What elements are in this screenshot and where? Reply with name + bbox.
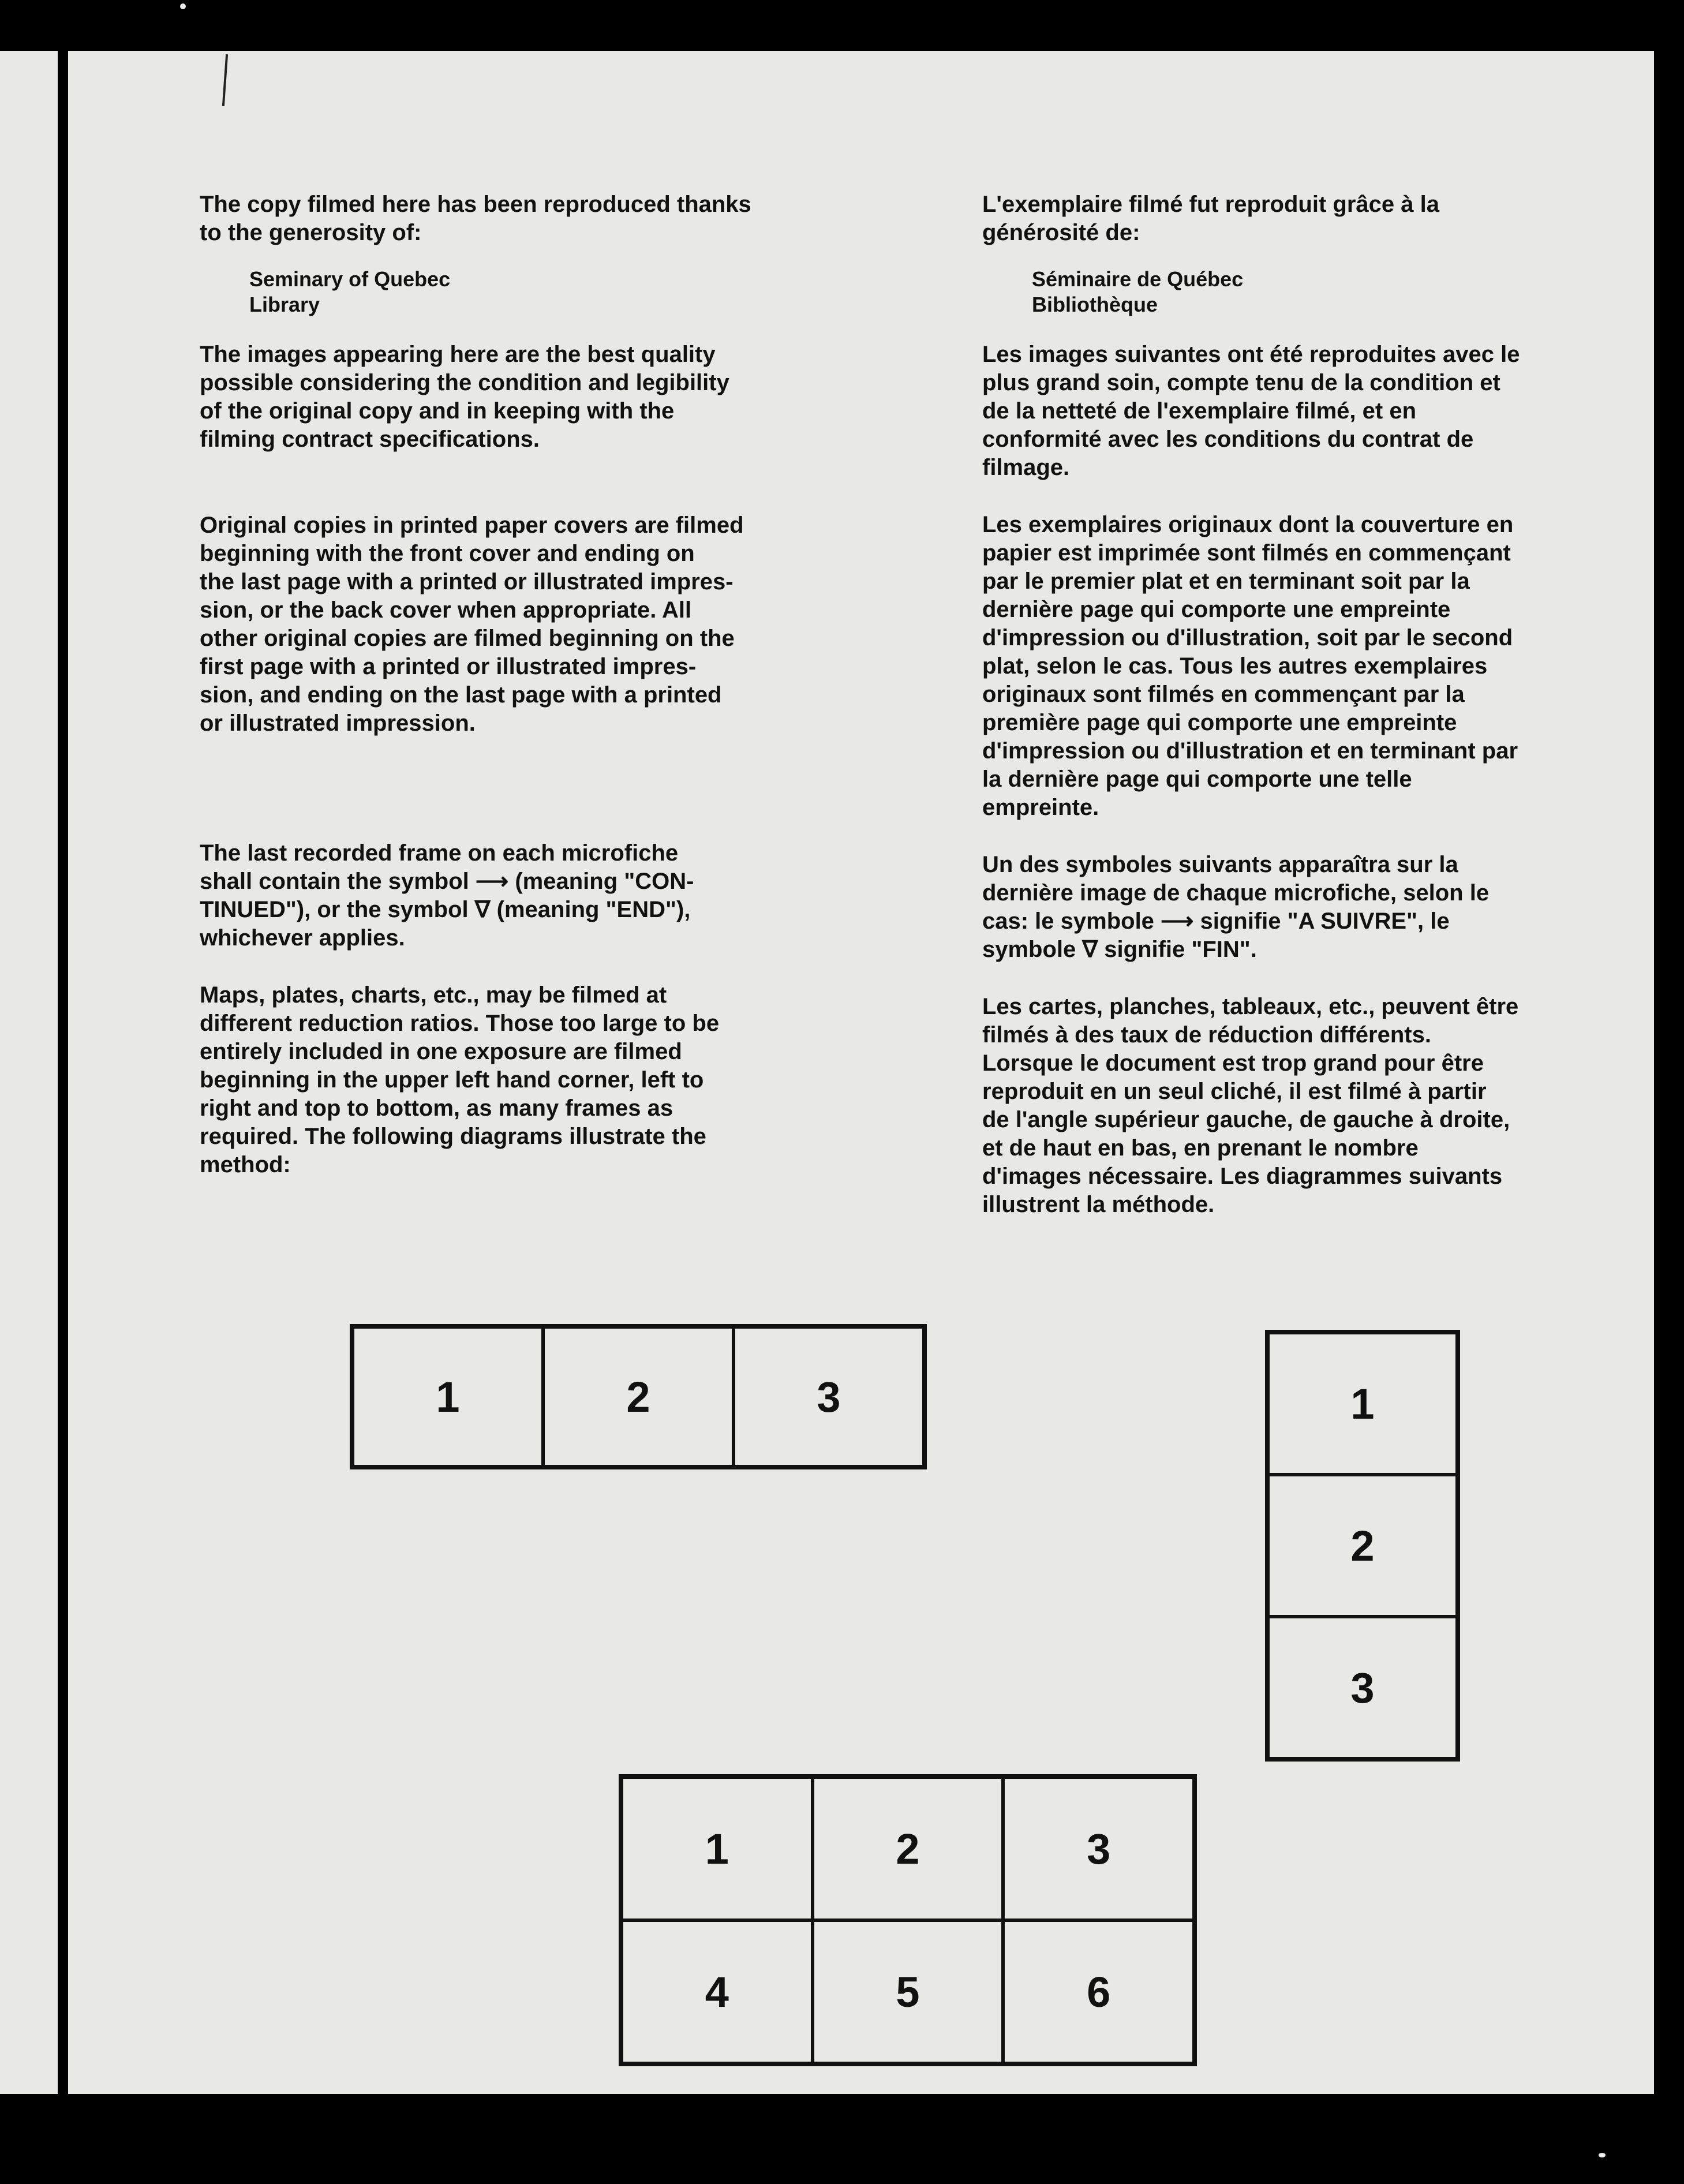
- french-column: [982, 190, 1629, 1219]
- diagram-vertical: [1265, 1330, 1460, 1762]
- diagram-cell: 4: [622, 1920, 813, 2063]
- diagram-cell: 2: [543, 1327, 734, 1467]
- english-quality: The images appearing here are the best quality possible considering the condition and legibility of the original copy and in keeping with the filming contract specifications.: [200, 342, 729, 452]
- scan-speck: [180, 3, 186, 9]
- diagram-cell: 5: [813, 1920, 1004, 2063]
- french-library: Séminaire de Québec Bibliothèque: [1032, 267, 1244, 316]
- diagram-horizontal: [350, 1324, 927, 1469]
- diagram-grid: [619, 1774, 1197, 2066]
- english-maps: Maps, plates, charts, etc., may be filmed at different reduction ratios. Those too large to be entirely included in one exposure are filmed beginning in the upper left hand corner, left to right and top to bottom, as many frames as required. The following diagrams illustrate the method:: [200, 982, 720, 1177]
- french-symbols: Un des symboles suivants apparaîtra sur la dernière image de chaque microfiche, selon le cas: le symbole ⟶ signifie "A SUIVRE", le symbole ∇ signifie "FIN".: [982, 852, 1490, 962]
- english-column: [200, 190, 869, 1179]
- scan-speck: [1599, 2153, 1606, 2157]
- french-intro: L'exemplaire filmé fut reproduit grâce à la générosité de:: [982, 192, 1439, 245]
- english-intro: The copy filmed here has been reproduced thanks to the generosity of:: [200, 192, 751, 245]
- diagram-cell: 6: [1003, 1920, 1194, 2063]
- english-library: Seminary of Quebec Library: [249, 267, 451, 316]
- diagram-cell: 3: [1268, 1617, 1457, 1759]
- diagram-cell: 1: [622, 1777, 813, 1920]
- english-originals: Original copies in printed paper covers are filmed beginning with the front cover and ending on the last page with a printed or illustrated impres- sion, or the back cover when appropriate. All other original copies are filmed beginning on the first page with a printed or illustrated impres- sion, and ending on the last page with a printed or illustrated impression.: [200, 513, 744, 736]
- diagram-cell: 3: [734, 1327, 924, 1467]
- french-quality: Les images suivantes ont été reproduites avec le plus grand soin, compte tenu de la condition et de la netteté de l'exemplaire filmé, et en conformité avec les conditions du contrat de filmage.: [982, 342, 1520, 480]
- diagram-cell: 1: [1268, 1333, 1457, 1475]
- diagram-cell: 3: [1003, 1777, 1194, 1920]
- french-maps: Les cartes, planches, tableaux, etc., peuvent être filmés à des taux de réduction différents. Lorsque le document est trop grand pour être reproduit en un seul cliché, il est filmé à partir de l'angle supérieur gauche, de gauche à droite, et de haut en bas, en prenant le nombre d'images nécessaire. Les diagrammes suivants illustrent la méthode.: [982, 994, 1519, 1217]
- english-symbols: The last recorded frame on each microfiche shall contain the symbol ⟶ (meaning "CON- TINUED"), or the symbol ∇ (meaning "END"), whichever applies.: [200, 840, 694, 951]
- diagram-cell: 2: [813, 1777, 1004, 1920]
- left-page-edge: [0, 51, 58, 2094]
- french-originals: Les exemplaires originaux dont la couverture en papier est imprimée sont filmés en commençant par le premier plat et en terminant soit par la dernière page qui comporte une empreinte d'impression ou d'illustration, soit par le second plat, selon le cas. Tous les autres exemplaires originaux sont filmés en commençant par la première page qui comporte une empreinte d'impression ou d'illustration et en terminant par la dernière page qui comporte une telle empreinte.: [982, 512, 1518, 820]
- diagram-cell: 1: [353, 1327, 543, 1467]
- diagram-cell: 2: [1268, 1475, 1457, 1617]
